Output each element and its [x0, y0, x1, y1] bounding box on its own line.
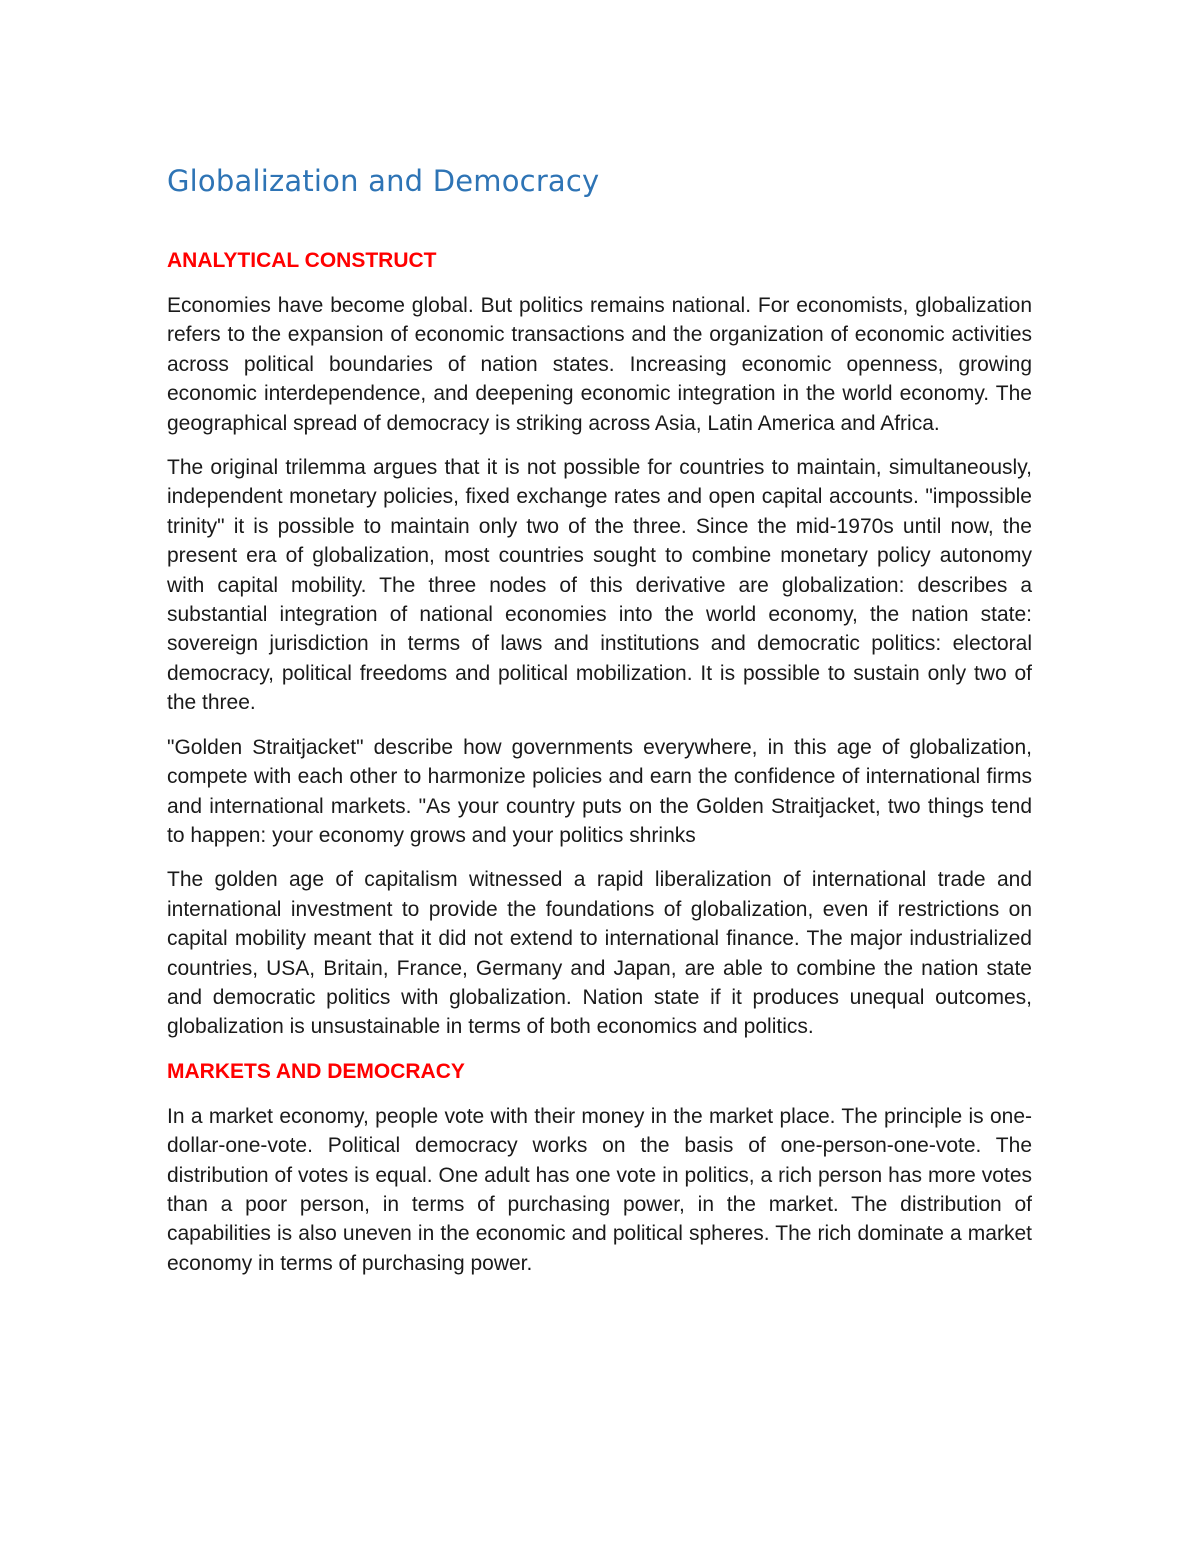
paragraph: Economies have become global. But politics remains national. For economists, globalization refers to the expansion of economic transactions and the organization of economic activities across political boundaries of nation states. Increasing economic openness, growing economic interdependence, and deepening economic integration in the world economy. The geographical spread of democracy is striking across Asia, Latin America and Africa. [167, 294, 1032, 435]
document-body [167, 160, 1032, 1278]
paragraph: The golden age of capitalism witnessed a rapid liberalization of international trade and international investment to provide the foundations of globalization, even if restrictions on capital mobility meant that it did not extend to international finance. The major industrialized countries, USA, Britain, France, Germany and Japan, are able to combine the nation state and democratic politics with globalization. Nation state if it produces unequal outcomes, globalization is unsustainable in terms of both economics and politics. [167, 868, 1032, 1039]
section-heading-analytical-construct: ANALYTICAL CONSTRUCT [167, 249, 437, 272]
section-heading-markets-and-democracy: MARKETS AND DEMOCRACY [167, 1059, 465, 1083]
paragraph: The original trilemma argues that it is not possible for countries to maintain, simultaneously, independent monetary policies, fixed exchange rates and open capital accounts. "impossible trinity" it is possible to maintain only two of the three. Since the mid-1970s until now, the present era of globalization, most countries sought to combine monetary policy autonomy with capital mobility. The three nodes of this derivative are globalization: describes a substantial integration of national economies into the world economy, the nation state: sovereign jurisdiction in terms of laws and institutions and democratic politics: electoral democracy, political freedoms and political mobilization. It is possible to sustain only two of the three. [167, 456, 1032, 715]
paragraph: In a market economy, people vote with their money in the market place. The principle is one-dollar-one-vote. Political democracy works on the basis of one-person-one-vote. The distribution of votes is equal. One adult has one vote in politics, a rich person has more votes than a poor person, in terms of purchasing power, in the market. The distribution of capabilities is also uneven in the economic and political spheres. The rich dominate a market economy in terms of purchasing power. [167, 1104, 1032, 1275]
document-title: Globalization and Democracy [167, 164, 600, 198]
paragraph: "Golden Straitjacket" describe how governments everywhere, in this age of globalization, compete with each other to harmonize policies and earn the confidence of international firms and international markets. "As your country puts on the Golden Straitjacket, two things tend to happen: your economy grows and your politics shrinks [167, 735, 1032, 847]
